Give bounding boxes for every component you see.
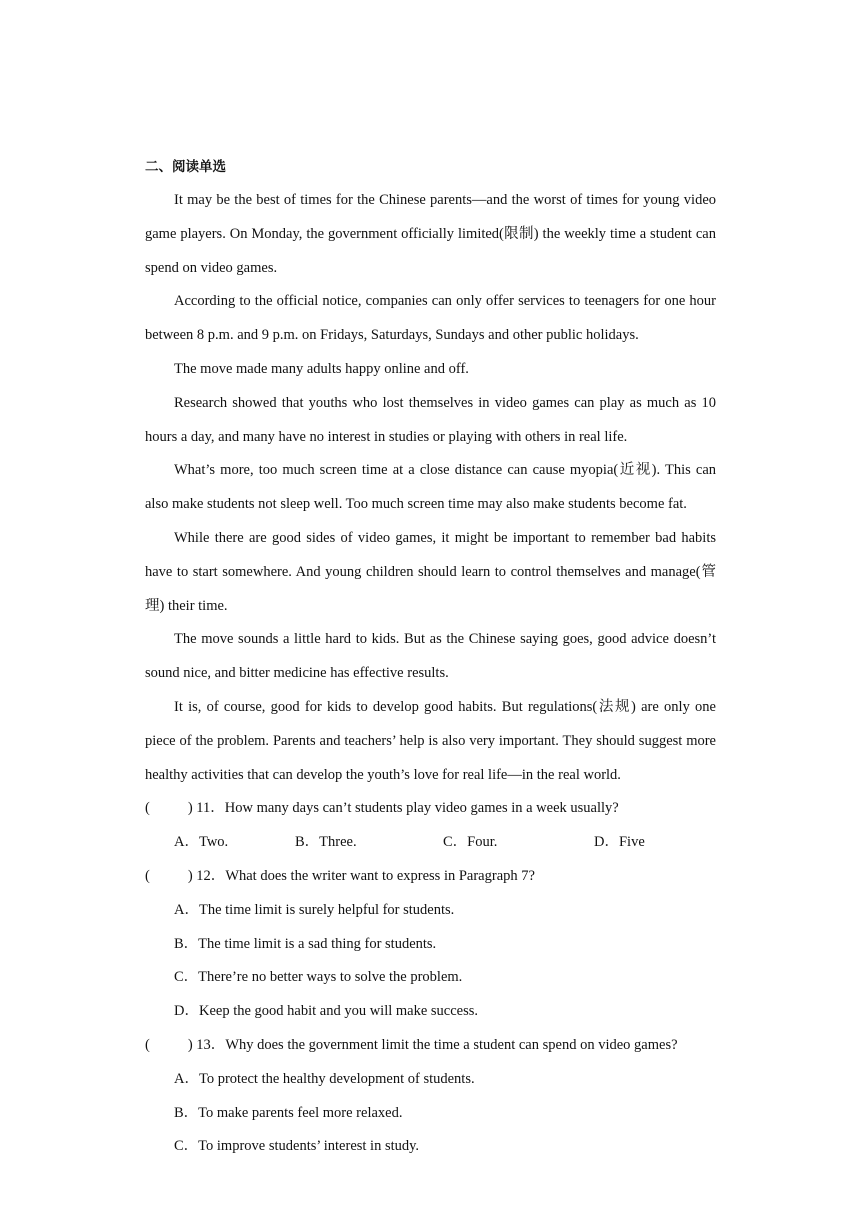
option-d[interactable]: D．Five [594,834,645,851]
option-b[interactable]: B．Three. [295,834,357,851]
question-12 [145,860,716,894]
passage-paragraph-6: While there are good sides of video games, it might be important to remember bad habits have to start somewhere. And young children should learn to control themselves and manage(管理) their time. [145,529,716,614]
question-text: What does the writer want to express in Paragraph 7? [225,867,535,884]
option-c[interactable]: C．There’re no better ways to solve the problem. [174,969,463,986]
section-heading: 二、阅读单选 [145,159,226,175]
question-text: How many days can’t students play video games in a week usually? [224,800,619,817]
question-number: ) 13． [187,1036,226,1053]
option-b[interactable]: B．To make parents feel more relaxed. [174,1104,403,1121]
option-b[interactable]: B．The time limit is a sad thing for students. [174,935,437,952]
question-13 [145,1029,716,1063]
option-a[interactable]: A．The time limit is surely helpful for students. [174,901,455,918]
question-11 [145,792,716,826]
option-c[interactable]: C．Four. [443,834,498,851]
answer-open-paren: ( [145,1036,150,1053]
passage-paragraph-7: The move sounds a little hard to kids. But as the Chinese saying goes, good advice doesn’t sound nice, and bitter medicine has effective results. [145,631,716,682]
answer-open-paren: ( [145,867,150,884]
question-number: ) 11． [187,800,225,817]
document-content [145,150,716,1164]
question-number: ) 12． [187,867,226,884]
option-d[interactable]: D．Keep the good habit and you will make success. [174,1003,479,1020]
option-a[interactable]: A．Two. [174,834,229,851]
passage-paragraph-2: According to the official notice, companies can only offer services to teenagers for one hour between 8 p.m. and 9 p.m. on Fridays, Saturdays, Sundays and other public holidays. [145,293,716,344]
answer-open-paren: ( [145,800,150,817]
question-11-options [145,826,716,860]
passage-paragraph-8: It is, of course, good for kids to develop good habits. But regulations(法规) are only one piece of the problem. Parents and teachers’ help is also very important. They should suggest more healthy activities that can develop the youth’s love for real life—in the real world. [145,698,716,783]
passage-paragraph-5: What’s more, too much screen time at a close distance can cause myopia(近视). This can also make students not sleep well. Too much screen time may also make students become fat. [145,462,716,513]
passage-paragraph-3: The move made many adults happy online and off. [174,360,469,377]
passage-paragraph-1: It may be the best of times for the Chinese parents—and the worst of times for young video game players. On Monday, the government officially limited(限制) the weekly time a student can spend on video games. [145,192,716,276]
option-a[interactable]: A．To protect the healthy development of students. [174,1070,475,1087]
passage-paragraph-4: Research showed that youths who lost themselves in video games can play as much as 10 hours a day, and many have no interest in studies or playing with others in real life. [145,394,716,445]
question-text: Why does the government limit the time a student can spend on video games? [225,1036,678,1053]
option-c[interactable]: C．To improve students’ interest in study. [174,1138,420,1155]
